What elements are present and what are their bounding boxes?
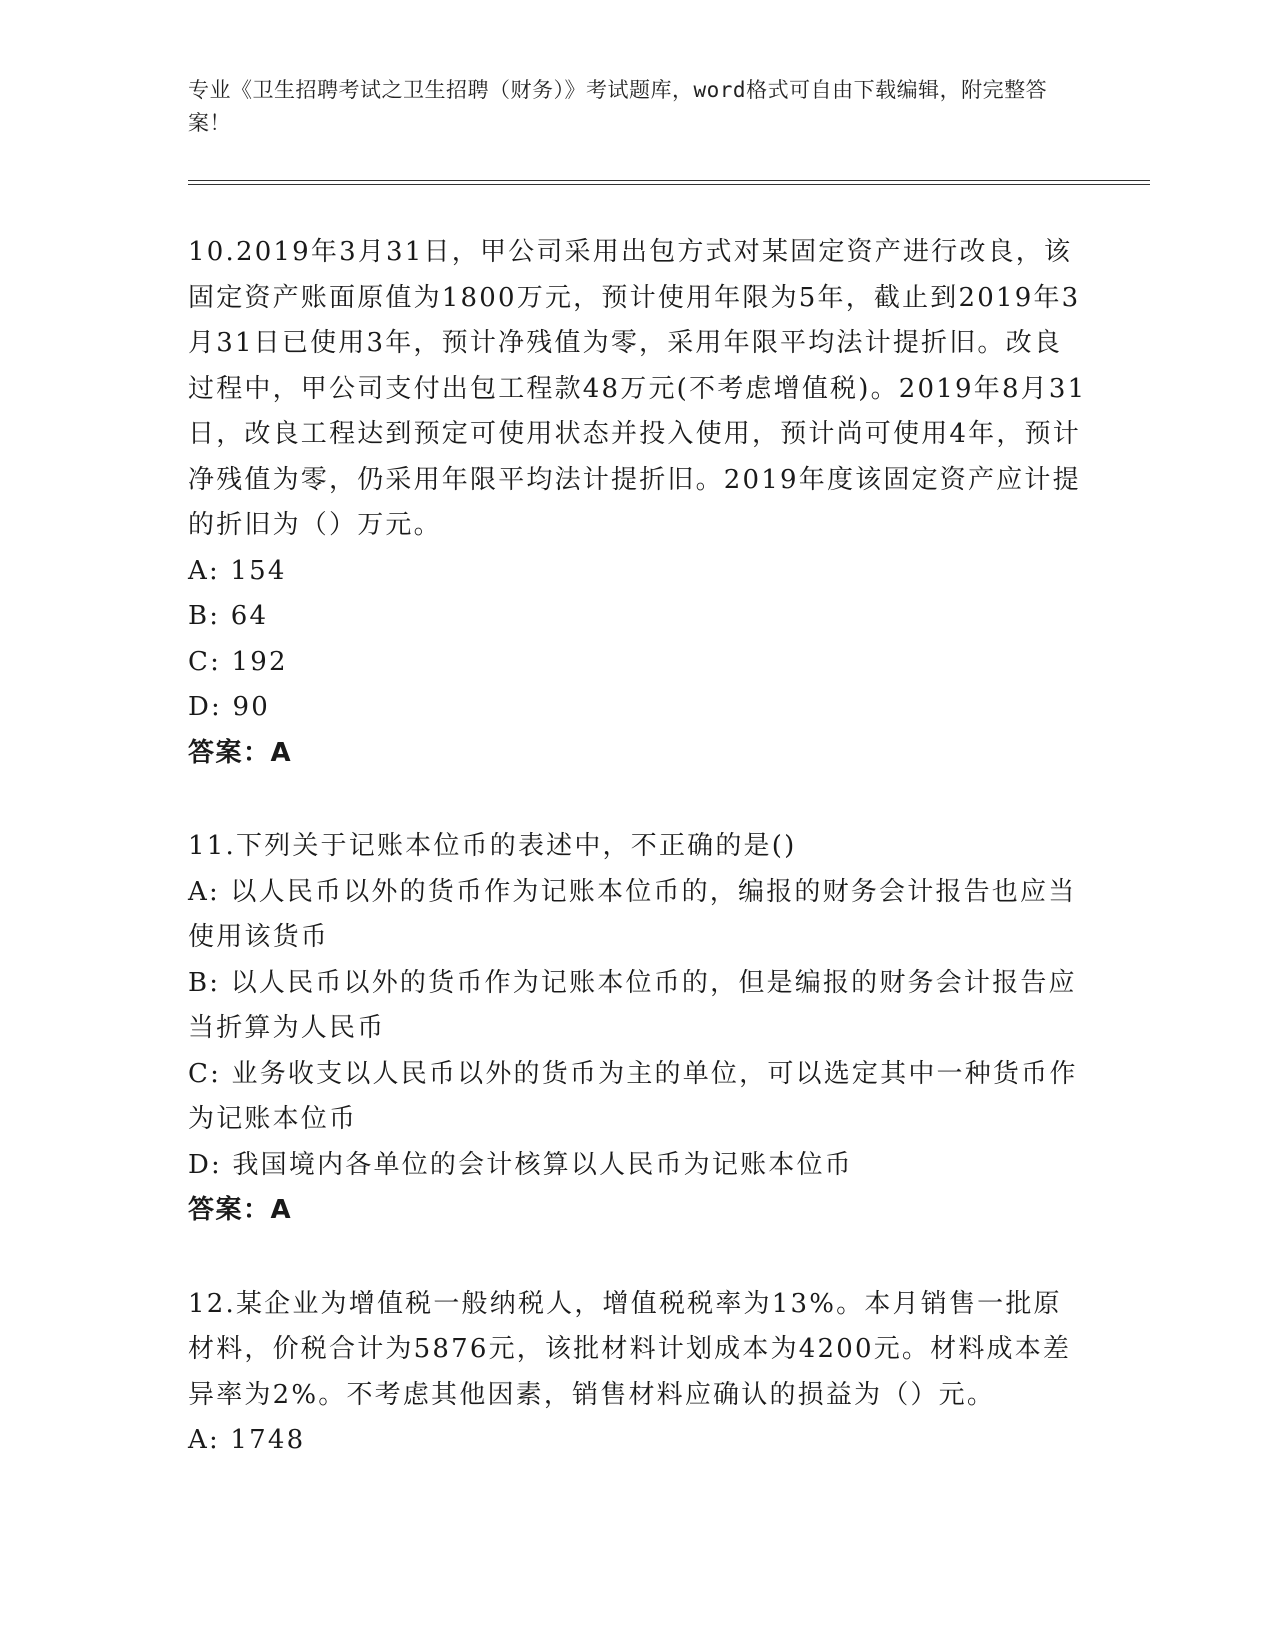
question-text: 11.下列关于记账本位币的表述中，不正确的是() xyxy=(188,831,797,861)
answer-label: 答案：A xyxy=(188,1195,293,1225)
document-header xyxy=(188,74,1088,140)
question-10 xyxy=(188,230,1088,776)
option-a: A: 1748 xyxy=(188,1425,306,1455)
question-12 xyxy=(188,1282,1088,1464)
question-text: 12.某企业为增值税一般纳税人，增值税税率为13%。本月销售一批原材料，价税合计为5876元，该批材料计划成本为4200元。材料成本差异率为2%。不考虑其他因素，销售材料应确认的损益为（）元。 xyxy=(188,1288,1072,1410)
question-list xyxy=(188,230,1088,1512)
option-c: C: 业务收支以人民币以外的货币为主的单位，可以选定其中一种货币作为记账本位币 xyxy=(188,1058,1078,1134)
header-text: 专业《卫生招聘考试之卫生招聘（财务）》考试题库，word格式可自由下载编辑，附完整答案！ xyxy=(188,78,1048,135)
option-b: B: 64 xyxy=(188,601,269,631)
answer-label: 答案：A xyxy=(188,737,293,768)
option-d: D: 我国境内各单位的会计核算以人民币为记账本位币 xyxy=(188,1149,853,1180)
option-a: A: 以人民币以外的货币作为记账本位币的，编报的财务会计报告也应当使用该货币 xyxy=(188,876,1077,952)
option-d: D: 90 xyxy=(188,692,270,722)
question-text: 10.2019年3月31日，甲公司采用出包方式对某固定资产进行改良，该固定资产账面原值为1800万元，预计使用年限为5年，截止到2019年3月31日已使用3年，预计净残值为零，采用年限平均法计提折旧。改良过程中，甲公司支付出包工程款48万元(不考虑增值税)。2019年8月31日，改良工程达到预定可使用状态并投入使用，预计尚可使用4年，预计净残值为零，仍采用年限平均法计提折旧。2019年度该固定资产应计提的折旧为（）万元。 xyxy=(188,237,1087,540)
option-b: B: 以人民币以外的货币作为记账本位币的，但是编报的财务会计报告应当折算为人民币 xyxy=(188,967,1077,1043)
option-c: C: 192 xyxy=(188,646,288,677)
question-11 xyxy=(188,824,1088,1234)
header-divider xyxy=(188,180,1150,185)
option-a: A: 154 xyxy=(188,555,287,586)
